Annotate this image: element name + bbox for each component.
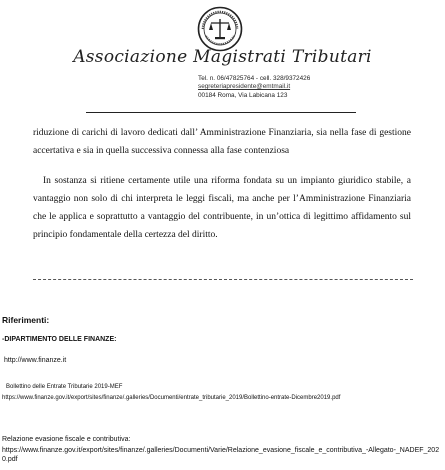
- references-title: Riferimenti:: [2, 315, 50, 325]
- bollettino-link[interactable]: https://www.finanze.gov.it/export/sites/finanze/.galleries/Documenti/entrate_tributarie_2019/Bollettino-entrate-Dicembre2019.pdf: [2, 395, 341, 401]
- organization-name: Associazione Magistrati Tributari: [73, 47, 372, 67]
- relazione-title: Relazione evasione fiscale e contributiva:: [2, 436, 131, 443]
- body-paragraph-1: riduzione di carichi di lavoro dedicati dall’ Amministrazione Finanziaria, sia nella fase di gestione accertativa e sia in quella successiva connessa alla fase contenziosa: [33, 128, 411, 156]
- judicial-seal-icon: [197, 6, 243, 52]
- relazione-link[interactable]: https://www.finanze.gov.it/export/sites/finanze/.galleries/Documenti/Varie/Relazione_evasione_fiscale_e_contributiva_-Allegato-_NADEF_2020.pdf: [2, 447, 440, 463]
- department-link[interactable]: http://www.finanze.it: [4, 357, 67, 364]
- bollettino-title: Bollettino delle Entrate Tributarie 2019-MEF: [6, 384, 123, 390]
- body-paragraph-2: In sostanza si ritiene certamente utile una riforma fondata su un impianto giuridico stabile, a vantaggio non solo di chi interpreta le leggi fiscali, ma anche per l’Amministrazione Finanziaria che le applica e soprattutto a vantaggio del contribuente, in un’ottica di legittimo affidamento sul principio fondamentale della certezza del diritto.: [33, 176, 411, 240]
- contact-block: [198, 75, 310, 100]
- section-divider: [33, 279, 413, 280]
- phone-line: Tel. n. 06/47825764 - cell. 328/9372426: [198, 75, 311, 82]
- header-divider: [86, 112, 356, 113]
- address-line: 00184 Roma, Via Labicana 123: [198, 91, 288, 99]
- department-heading: -DIPARTIMENTO DELLE FINANZE:: [2, 336, 117, 343]
- email-link[interactable]: segreteriapresidente@emtmail.it: [198, 83, 291, 91]
